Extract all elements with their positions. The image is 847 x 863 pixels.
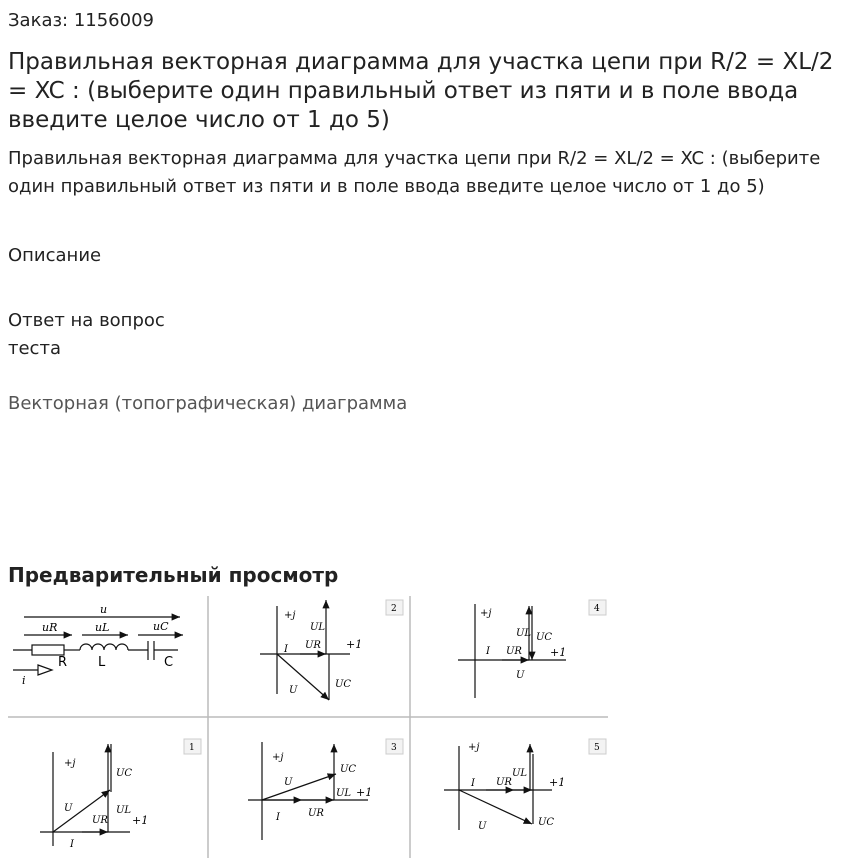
- p3-UR: UR: [308, 808, 324, 819]
- p5-UL: UL: [512, 768, 528, 779]
- p1-plus-j: +j: [64, 758, 76, 769]
- p4-UC: UC: [536, 632, 553, 643]
- circuit-C: C: [164, 655, 174, 670]
- topic-text: Векторная (топографическая) диаграмма: [8, 393, 408, 414]
- order-number: Заказ: 1156009: [8, 10, 154, 31]
- panel-1: [40, 744, 133, 846]
- panel-number-2: 2: [391, 604, 397, 614]
- circuit-uR: uR: [42, 621, 58, 634]
- p2-U: U: [289, 685, 298, 696]
- p5-plus-1: +1: [549, 776, 566, 789]
- p1-I: I: [70, 839, 74, 850]
- p4-I: I: [486, 646, 490, 657]
- circuit-uL: uL: [95, 621, 110, 634]
- circuit-L: L: [98, 655, 106, 670]
- p2-plus-1: +1: [346, 638, 363, 651]
- p4-U: U: [516, 670, 525, 681]
- p1-UL: UL: [116, 805, 132, 816]
- preview-image: [8, 596, 608, 858]
- p2-I: I: [284, 644, 288, 655]
- p3-plus-1: +1: [356, 786, 373, 799]
- p5-UC: UC: [538, 817, 555, 828]
- vector-diagrams-figure: [8, 596, 608, 858]
- p5-U: U: [478, 821, 487, 832]
- panel-number-3: 3: [391, 743, 397, 753]
- circuit-R: R: [58, 655, 68, 670]
- p3-I: I: [276, 812, 280, 823]
- section-label: Описание: [8, 245, 102, 266]
- p2-UL: UL: [310, 622, 326, 633]
- p4-plus-1: +1: [550, 646, 567, 659]
- question-description: Правильная векторная диаграмма для участка цепи при R/2 = XL/2 = XC : (выберите один правильный ответ из пяти и в поле ввода введите целое число от 1 до 5): [8, 148, 821, 197]
- p3-U: U: [284, 777, 293, 788]
- p3-UC: UC: [340, 764, 357, 775]
- p2-UC: UC: [335, 679, 352, 690]
- p5-plus-j: +j: [468, 742, 480, 753]
- circuit-i: i: [22, 674, 26, 687]
- panel-number-1: 1: [189, 743, 195, 753]
- circuit-uC: uC: [153, 620, 169, 633]
- p1-UC: UC: [116, 768, 133, 779]
- panel-number-4: 4: [594, 604, 600, 614]
- p4-plus-j: +j: [480, 608, 492, 619]
- p5-UR: UR: [496, 777, 512, 788]
- p3-plus-j: +j: [272, 752, 284, 763]
- preview-title: Предварительный просмотр: [8, 563, 339, 587]
- page-title: Правильная векторная диаграмма для участка цепи при R/2 = XL/2 = XC : (выберите один правильный ответ из пяти и в поле ввода введите целое число от 1 до 5): [8, 49, 834, 133]
- p1-U: U: [64, 803, 73, 814]
- p1-plus-1: +1: [132, 814, 149, 827]
- p1-UR: UR: [92, 815, 108, 826]
- p3-UL: UL: [336, 788, 352, 799]
- p4-UL: UL: [516, 628, 532, 639]
- p2-plus-j: +j: [284, 610, 296, 621]
- panel-number-5: 5: [594, 743, 600, 753]
- answer-text: Ответ на вопрос теста: [8, 310, 165, 359]
- p4-UR: UR: [506, 646, 522, 657]
- p5-I: I: [471, 778, 475, 789]
- p2-UR: UR: [305, 640, 321, 651]
- circuit-u: u: [100, 603, 108, 616]
